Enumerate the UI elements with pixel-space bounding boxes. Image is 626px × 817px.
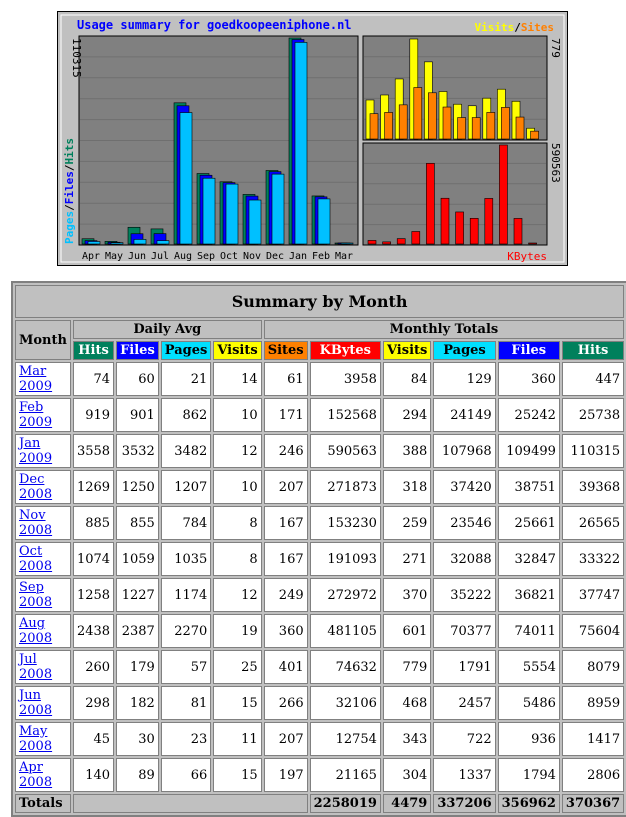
total-files: 356962	[498, 794, 560, 813]
value-cell: 5486	[498, 686, 560, 720]
value-cell: 249	[264, 578, 308, 612]
value-cell: 481105	[310, 614, 381, 648]
value-cell: 30	[116, 722, 159, 756]
table-row	[15, 614, 624, 648]
value-cell: 207	[264, 470, 308, 504]
value-cell: 1417	[562, 722, 624, 756]
month-label-jul: Jul	[150, 251, 170, 262]
bar-sites-dec	[487, 112, 495, 139]
table-row	[15, 722, 624, 756]
value-cell: 37747	[562, 578, 624, 612]
value-cell: 129	[433, 362, 495, 396]
value-cell: 45	[73, 722, 114, 756]
bar-kbytes-mar	[529, 243, 537, 244]
value-cell: 3558	[73, 434, 114, 468]
monthly-col-files: Files	[498, 341, 560, 360]
value-cell: 3958	[310, 362, 381, 396]
legend-slash-3: /	[63, 164, 76, 172]
daily-avg-header: Daily Avg	[73, 320, 262, 339]
month-label-aug: Aug	[173, 251, 193, 262]
totals-row	[15, 794, 624, 813]
bar-kbytes-sep	[441, 198, 449, 244]
month-link[interactable]: Mar 2009	[19, 364, 53, 394]
value-cell: 140	[73, 758, 114, 792]
bar-sites-jul	[414, 88, 422, 139]
value-cell: 1791	[433, 650, 495, 684]
value-cell: 590563	[310, 434, 381, 468]
bar-pages-jun	[134, 239, 146, 244]
bar-sites-nov	[472, 118, 480, 139]
table-row	[15, 578, 624, 612]
value-cell: 110315	[562, 434, 624, 468]
value-cell: 2806	[562, 758, 624, 792]
value-cell: 1174	[161, 578, 212, 612]
value-cell: 35222	[433, 578, 495, 612]
value-cell: 15	[213, 686, 261, 720]
table-row	[15, 542, 624, 576]
value-cell: 75604	[562, 614, 624, 648]
value-cell: 39368	[562, 470, 624, 504]
value-cell: 66	[161, 758, 212, 792]
bar-kbytes-jan	[499, 145, 507, 244]
value-cell: 360	[498, 362, 560, 396]
month-label-dec: Dec	[265, 251, 285, 262]
month-link[interactable]: Nov 2008	[19, 508, 53, 538]
table-row	[15, 434, 624, 468]
month-cell	[15, 398, 71, 432]
bar-kbytes-apr	[368, 240, 376, 244]
value-cell: 15	[213, 758, 261, 792]
monthly-col-hits: Hits	[562, 341, 624, 360]
monthly-col-pages: Pages	[433, 341, 495, 360]
legend-pages-files-hits	[63, 138, 76, 244]
month-link[interactable]: Jan 2009	[19, 436, 53, 466]
monthly-col-sites: Sites	[264, 341, 308, 360]
kbytes-max-label: 590563	[549, 143, 562, 183]
bar-sites-aug	[428, 93, 436, 139]
value-cell: 26565	[562, 506, 624, 540]
monthly-col-kbytes: KBytes	[310, 341, 381, 360]
bar-kbytes-oct	[456, 212, 464, 244]
bar-sites-apr	[370, 114, 378, 139]
value-cell: 81	[161, 686, 212, 720]
value-cell: 38751	[498, 470, 560, 504]
value-cell: 2438	[73, 614, 114, 648]
bar-pages-aug	[180, 113, 192, 244]
value-cell: 25242	[498, 398, 560, 432]
value-cell: 12	[213, 578, 261, 612]
bar-pages-apr	[88, 242, 100, 244]
value-cell: 360	[264, 614, 308, 648]
bar-pages-dec	[272, 174, 284, 244]
value-cell: 74632	[310, 650, 381, 684]
value-cell: 11	[213, 722, 261, 756]
month-link[interactable]: Dec 2008	[19, 472, 53, 502]
bar-sites-jun	[399, 105, 407, 139]
legend-sites: Sites	[520, 21, 554, 34]
value-cell: 25738	[562, 398, 624, 432]
value-cell: 8079	[562, 650, 624, 684]
value-cell: 1207	[161, 470, 212, 504]
month-cell	[15, 650, 71, 684]
value-cell: 21	[161, 362, 212, 396]
value-cell: 388	[383, 434, 431, 468]
value-cell: 260	[73, 650, 114, 684]
totals-label: Totals	[15, 794, 71, 813]
value-cell: 272972	[310, 578, 381, 612]
table-row	[15, 470, 624, 504]
bar-sites-may	[385, 112, 393, 139]
month-link[interactable]: Apr 2008	[19, 760, 53, 790]
value-cell: 197	[264, 758, 308, 792]
value-cell: 370	[383, 578, 431, 612]
table-row	[15, 506, 624, 540]
month-link[interactable]: Feb 2009	[19, 400, 53, 430]
value-cell: 246	[264, 434, 308, 468]
value-cell: 25661	[498, 506, 560, 540]
month-link[interactable]: Sep 2008	[19, 580, 53, 610]
month-link[interactable]: May 2008	[19, 724, 53, 754]
summary-title: Summary by Month	[15, 285, 624, 318]
value-cell: 32088	[433, 542, 495, 576]
value-cell: 179	[116, 650, 159, 684]
value-cell: 601	[383, 614, 431, 648]
value-cell: 60	[116, 362, 159, 396]
monthly-col-visits: Visits	[383, 341, 431, 360]
value-cell: 10	[213, 470, 261, 504]
value-cell: 779	[383, 650, 431, 684]
month-label-sep: Sep	[196, 251, 216, 262]
month-cell	[15, 470, 71, 504]
legend-hits: Hits	[63, 138, 76, 165]
bar-kbytes-jun	[397, 239, 405, 244]
legend-slash-2: /	[63, 204, 76, 211]
monthly-totals-header: Monthly Totals	[264, 320, 624, 339]
bar-pages-feb	[318, 199, 330, 244]
value-cell: 1258	[73, 578, 114, 612]
value-cell: 33322	[562, 542, 624, 576]
bar-kbytes-aug	[426, 163, 434, 244]
value-cell: 862	[161, 398, 212, 432]
month-cell	[15, 542, 71, 576]
bar-pages-oct	[226, 184, 238, 244]
value-cell: 885	[73, 506, 114, 540]
month-cell	[15, 434, 71, 468]
bar-sites-oct	[458, 118, 466, 139]
daily-col-hits: Hits	[73, 341, 114, 360]
month-cell	[15, 614, 71, 648]
value-cell: 2457	[433, 686, 495, 720]
daily-col-pages: Pages	[161, 341, 212, 360]
value-cell: 259	[383, 506, 431, 540]
bar-sites-mar	[531, 131, 539, 139]
month-label-may: May	[104, 251, 124, 262]
value-cell: 784	[161, 506, 212, 540]
value-cell: 271873	[310, 470, 381, 504]
value-cell: 3532	[116, 434, 159, 468]
value-cell: 23	[161, 722, 212, 756]
value-cell: 109499	[498, 434, 560, 468]
total-pages: 337206	[433, 794, 495, 813]
table-row	[15, 758, 624, 792]
bar-kbytes-nov	[470, 218, 478, 244]
value-cell: 5554	[498, 650, 560, 684]
value-cell: 901	[116, 398, 159, 432]
legend-files: Files	[63, 171, 76, 205]
month-label-jun: Jun	[127, 251, 147, 262]
bar-sites-jan	[501, 107, 509, 139]
value-cell: 61	[264, 362, 308, 396]
value-cell: 14	[213, 362, 261, 396]
value-cell: 266	[264, 686, 308, 720]
month-cell	[15, 506, 71, 540]
value-cell: 37420	[433, 470, 495, 504]
value-cell: 8959	[562, 686, 624, 720]
value-cell: 468	[383, 686, 431, 720]
value-cell: 153230	[310, 506, 381, 540]
value-cell: 919	[73, 398, 114, 432]
bar-pages-jul	[157, 241, 169, 244]
month-header: Month	[15, 320, 71, 360]
value-cell: 855	[116, 506, 159, 540]
bar-kbytes-jul	[412, 231, 420, 244]
value-cell: 1269	[73, 470, 114, 504]
graph-title: Usage summary for goedkoopeeniphone.nl	[77, 18, 352, 32]
visits-max-label: 779	[549, 38, 562, 58]
value-cell: 2387	[116, 614, 159, 648]
table-row	[15, 686, 624, 720]
bar-pages-nov	[249, 200, 261, 244]
month-label-jan: Jan	[288, 251, 308, 262]
value-cell: 1337	[433, 758, 495, 792]
value-cell: 74011	[498, 614, 560, 648]
month-label-oct: Oct	[219, 251, 239, 262]
value-cell: 25	[213, 650, 261, 684]
bar-kbytes-may	[383, 242, 391, 244]
value-cell: 70377	[433, 614, 495, 648]
value-cell: 23546	[433, 506, 495, 540]
value-cell: 1035	[161, 542, 212, 576]
month-label-apr: Apr	[81, 251, 101, 262]
bar-pages-mar	[341, 243, 353, 244]
total-hits: 370367	[562, 794, 624, 813]
value-cell: 152568	[310, 398, 381, 432]
month-link[interactable]: Jun 2008	[19, 688, 53, 718]
daily-col-visits: Visits	[213, 341, 261, 360]
legend-slash-1: /	[514, 21, 521, 34]
value-cell: 1250	[116, 470, 159, 504]
value-cell: 171	[264, 398, 308, 432]
value-cell: 1074	[73, 542, 114, 576]
value-cell: 12	[213, 434, 261, 468]
value-cell: 182	[116, 686, 159, 720]
value-cell: 401	[264, 650, 308, 684]
legend-kbytes: KBytes	[507, 250, 547, 263]
value-cell: 21165	[310, 758, 381, 792]
value-cell: 298	[73, 686, 114, 720]
value-cell: 447	[562, 362, 624, 396]
bar-pages-sep	[203, 178, 215, 244]
table-row	[15, 650, 624, 684]
value-cell: 294	[383, 398, 431, 432]
legend-visits-sites	[475, 21, 555, 34]
month-cell	[15, 578, 71, 612]
value-cell: 1059	[116, 542, 159, 576]
table-row	[15, 398, 624, 432]
value-cell: 207	[264, 722, 308, 756]
daily-col-files: Files	[116, 341, 159, 360]
value-cell: 304	[383, 758, 431, 792]
value-cell: 167	[264, 506, 308, 540]
value-cell: 24149	[433, 398, 495, 432]
value-cell: 10	[213, 398, 261, 432]
value-cell: 722	[433, 722, 495, 756]
total-kbytes: 2258019	[310, 794, 381, 813]
bar-pages-jan	[295, 42, 307, 244]
value-cell: 936	[498, 722, 560, 756]
legend-visits: Visits	[474, 21, 515, 34]
value-cell: 36821	[498, 578, 560, 612]
main-max-label: 110315	[70, 38, 83, 78]
bar-sites-sep	[443, 107, 451, 139]
value-cell: 2270	[161, 614, 212, 648]
summary-table	[11, 281, 626, 817]
value-cell: 89	[116, 758, 159, 792]
month-label-mar: Mar	[334, 251, 354, 262]
usage-graph	[57, 11, 568, 266]
month-cell	[15, 758, 71, 792]
month-link[interactable]: Oct 2008	[19, 544, 53, 574]
value-cell: 12754	[310, 722, 381, 756]
value-cell: 271	[383, 542, 431, 576]
value-cell: 343	[383, 722, 431, 756]
month-link[interactable]: Jul 2008	[19, 652, 53, 682]
value-cell: 32106	[310, 686, 381, 720]
value-cell: 1227	[116, 578, 159, 612]
month-label-feb: Feb	[311, 251, 331, 262]
value-cell: 191093	[310, 542, 381, 576]
bar-pages-may	[111, 243, 123, 244]
value-cell: 3482	[161, 434, 212, 468]
value-cell: 1794	[498, 758, 560, 792]
value-cell: 167	[264, 542, 308, 576]
total-visits: 4479	[383, 794, 431, 813]
value-cell: 8	[213, 506, 261, 540]
bar-kbytes-feb	[514, 218, 522, 244]
month-link[interactable]: Aug 2008	[19, 616, 53, 646]
month-cell	[15, 722, 71, 756]
value-cell: 318	[383, 470, 431, 504]
value-cell: 32847	[498, 542, 560, 576]
table-row	[15, 362, 624, 396]
value-cell: 74	[73, 362, 114, 396]
legend-pages: Pages	[63, 210, 76, 244]
value-cell: 19	[213, 614, 261, 648]
value-cell: 84	[383, 362, 431, 396]
bar-kbytes-dec	[485, 198, 493, 244]
value-cell: 107968	[433, 434, 495, 468]
bar-sites-feb	[516, 117, 524, 139]
value-cell: 57	[161, 650, 212, 684]
month-cell	[15, 686, 71, 720]
month-label-nov: Nov	[242, 251, 262, 262]
totals-blank	[73, 794, 308, 813]
month-cell	[15, 362, 71, 396]
value-cell: 8	[213, 542, 261, 576]
